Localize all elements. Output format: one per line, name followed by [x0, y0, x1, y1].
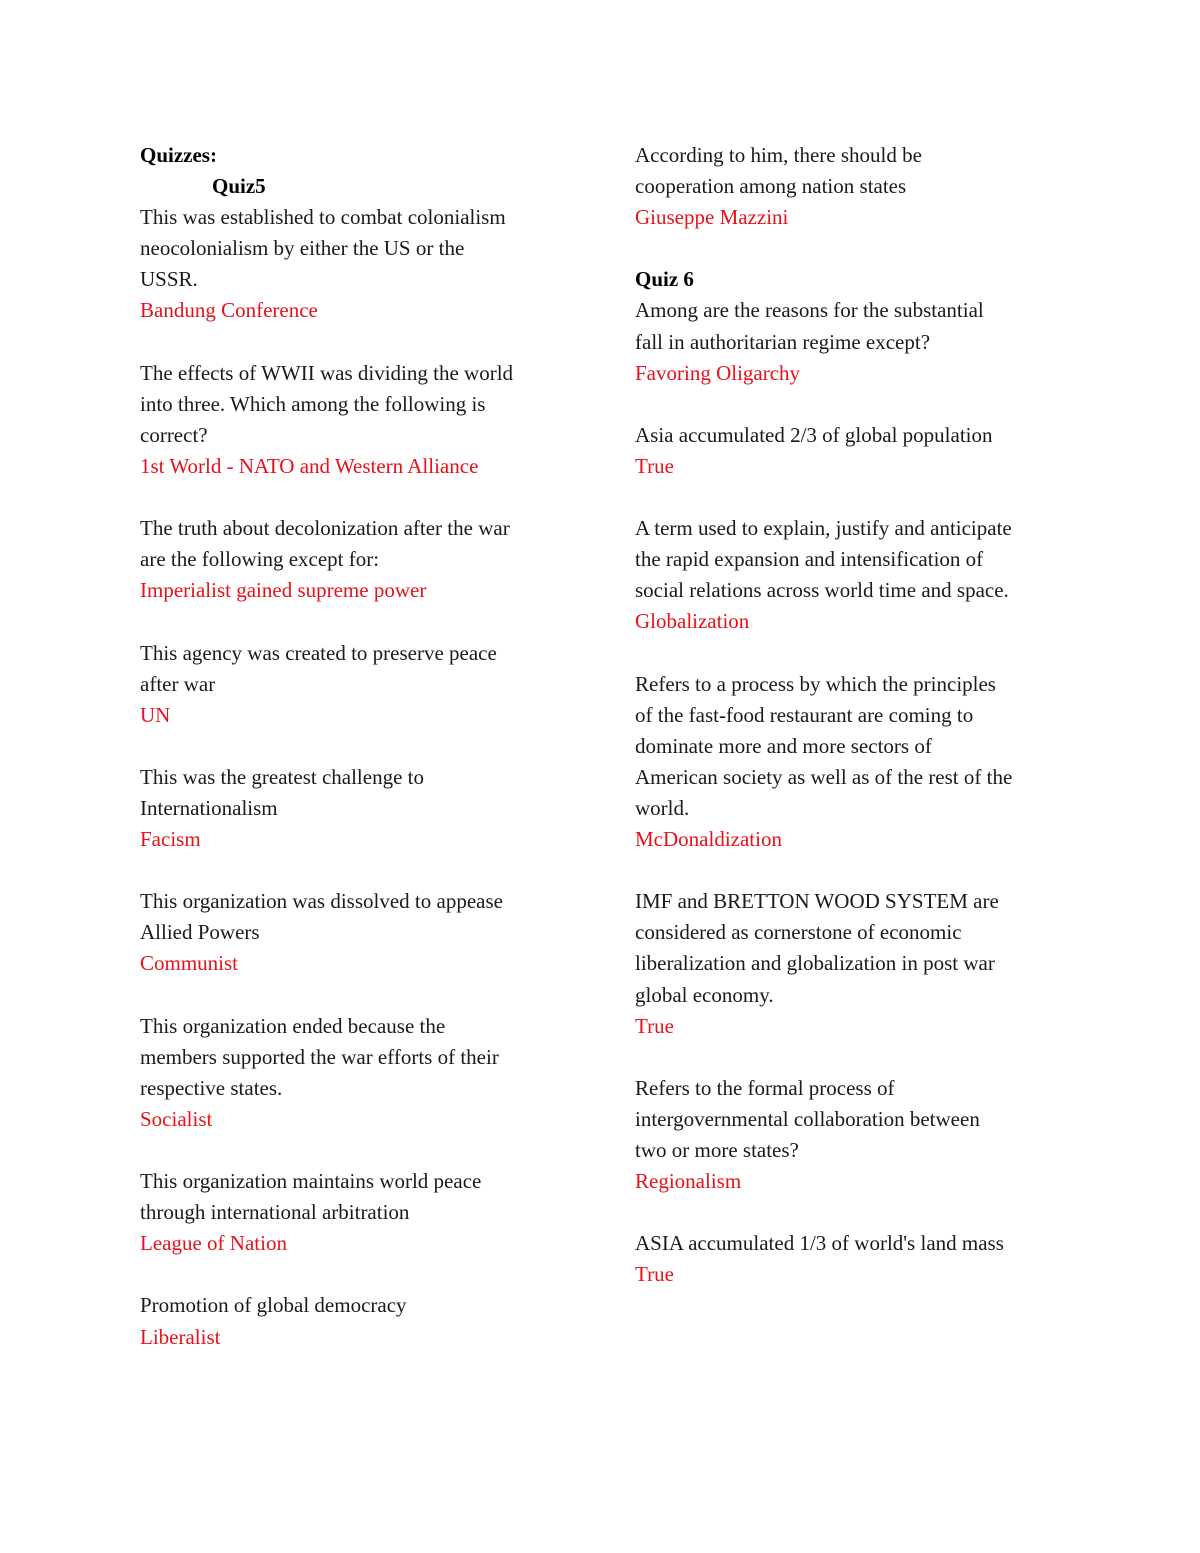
spacer — [140, 327, 580, 358]
quiz-item — [140, 1166, 580, 1259]
question-line: neocolonialism by either the US or the — [140, 236, 465, 261]
question-line: after war — [140, 671, 216, 696]
question-line: This was established to combat colonialism — [140, 205, 506, 230]
answer-text: Favoring Oligarchy — [635, 360, 801, 385]
question-line: USSR. — [140, 267, 198, 292]
question-line: fall in authoritarian regime except? — [635, 329, 931, 354]
quiz-item — [635, 140, 1075, 233]
question-line: cooperation among nation states — [635, 174, 907, 199]
spacer — [635, 855, 1075, 886]
quiz-item — [140, 202, 580, 326]
quiz-item — [140, 762, 580, 855]
spacer — [140, 482, 580, 513]
quiz-item — [635, 886, 1075, 1041]
spacer — [635, 638, 1075, 669]
question-line: global economy. — [635, 982, 774, 1007]
answer-text: Giuseppe Mazzini — [635, 205, 789, 230]
question-line: This organization ended because the — [140, 1013, 446, 1038]
left-column — [140, 140, 580, 1353]
question-line: Refers to a process by which the principles — [635, 671, 996, 696]
answer-text: McDonaldization — [635, 827, 782, 852]
spacer — [140, 606, 580, 637]
answer-text: True — [635, 453, 674, 478]
spacer — [635, 1197, 1075, 1228]
answer-text: Imperialist gained supreme power — [140, 578, 427, 603]
spacer — [635, 1042, 1075, 1073]
quiz-item — [635, 513, 1075, 637]
answer-text: Socialist — [140, 1106, 213, 1131]
question-line: IMF and BRETTON WOOD SYSTEM are — [635, 889, 999, 914]
question-line: The effects of WWII was dividing the world — [140, 360, 514, 385]
question-line: intergovernmental collaboration between — [635, 1106, 980, 1131]
quiz6-heading: Quiz 6 — [635, 267, 694, 292]
question-line: two or more states? — [635, 1138, 799, 1162]
question-line: Promotion of global democracy — [140, 1293, 407, 1318]
spacer — [140, 731, 580, 762]
quiz-item — [635, 1228, 1075, 1290]
question-line: The truth about decolonization after the war — [140, 516, 510, 541]
quiz-item — [140, 358, 580, 482]
spacer — [140, 855, 580, 886]
quiz5-items — [140, 202, 580, 1352]
question-line: Allied Powers — [140, 920, 260, 945]
question-line: This agency was created to preserve peace — [140, 640, 497, 665]
question-line: According to him, there should be — [635, 143, 922, 167]
spacer — [140, 1259, 580, 1290]
answer-text: 1st World - NATO and Western Alliance — [140, 453, 479, 478]
quiz-item — [635, 669, 1075, 856]
question-line: ASIA accumulated 1/3 of world's land mass — [635, 1231, 1004, 1256]
quiz-item — [140, 1290, 580, 1352]
question-line: This organization was dissolved to appease — [140, 889, 503, 914]
question-line: respective states. — [140, 1075, 283, 1100]
quiz-item — [635, 1073, 1075, 1197]
quiz6-items — [635, 295, 1075, 1290]
question-line: Asia accumulated 2/3 of global population — [635, 422, 993, 447]
quiz-item — [140, 638, 580, 731]
question-line: of the fast-food restaurant are coming to — [635, 702, 974, 727]
quiz-item — [140, 513, 580, 606]
question-line: dominate more and more sectors of — [635, 733, 932, 758]
question-line: members supported the war efforts of their — [140, 1044, 499, 1069]
answer-text: Liberalist — [140, 1324, 221, 1349]
spacer — [140, 1135, 580, 1166]
spacer — [635, 233, 1075, 264]
question-line: American society as well as of the rest of the — [635, 764, 1013, 789]
question-line: Among are the reasons for the substantial — [635, 298, 984, 323]
answer-text: Globalization — [635, 609, 750, 634]
question-line: into three. Which among the following is — [140, 391, 486, 416]
spacer — [140, 980, 580, 1011]
question-line: This was the greatest challenge to — [140, 764, 424, 789]
question-line: This organization maintains world peace — [140, 1169, 482, 1194]
question-line: through international arbitration — [140, 1200, 410, 1225]
answer-text: Bandung Conference — [140, 298, 318, 323]
quiz-item — [140, 886, 580, 979]
quiz-item — [635, 295, 1075, 388]
answer-text: True — [635, 1013, 674, 1038]
question-line: A term used to explain, justify and anticipate — [635, 516, 1012, 541]
question-line: the rapid expansion and intensification of — [635, 547, 984, 572]
quiz5-heading: Quiz5 — [212, 174, 266, 199]
question-line: Refers to the formal process of — [635, 1075, 895, 1100]
spacer — [635, 389, 1075, 420]
quizzes-heading: Quizzes: — [140, 143, 217, 167]
question-line: social relations across world time and space. — [635, 578, 1009, 603]
question-line: are the following except for: — [140, 547, 380, 572]
answer-text: League of Nation — [140, 1231, 287, 1256]
question-line: correct? — [140, 422, 208, 447]
question-line: world. — [635, 795, 690, 820]
question-line: liberalization and globalization in post war — [635, 951, 995, 976]
quiz-item — [140, 1011, 580, 1135]
right-column — [635, 140, 1075, 1290]
answer-text: True — [635, 1262, 674, 1287]
answer-text: Communist — [140, 951, 239, 976]
spacer — [635, 482, 1075, 513]
answer-text: UN — [140, 702, 171, 727]
quiz-item — [635, 420, 1075, 482]
answer-text: Facism — [140, 827, 201, 852]
answer-text: Regionalism — [635, 1169, 742, 1194]
question-line: considered as cornerstone of economic — [635, 920, 962, 945]
question-line: Internationalism — [140, 795, 278, 820]
